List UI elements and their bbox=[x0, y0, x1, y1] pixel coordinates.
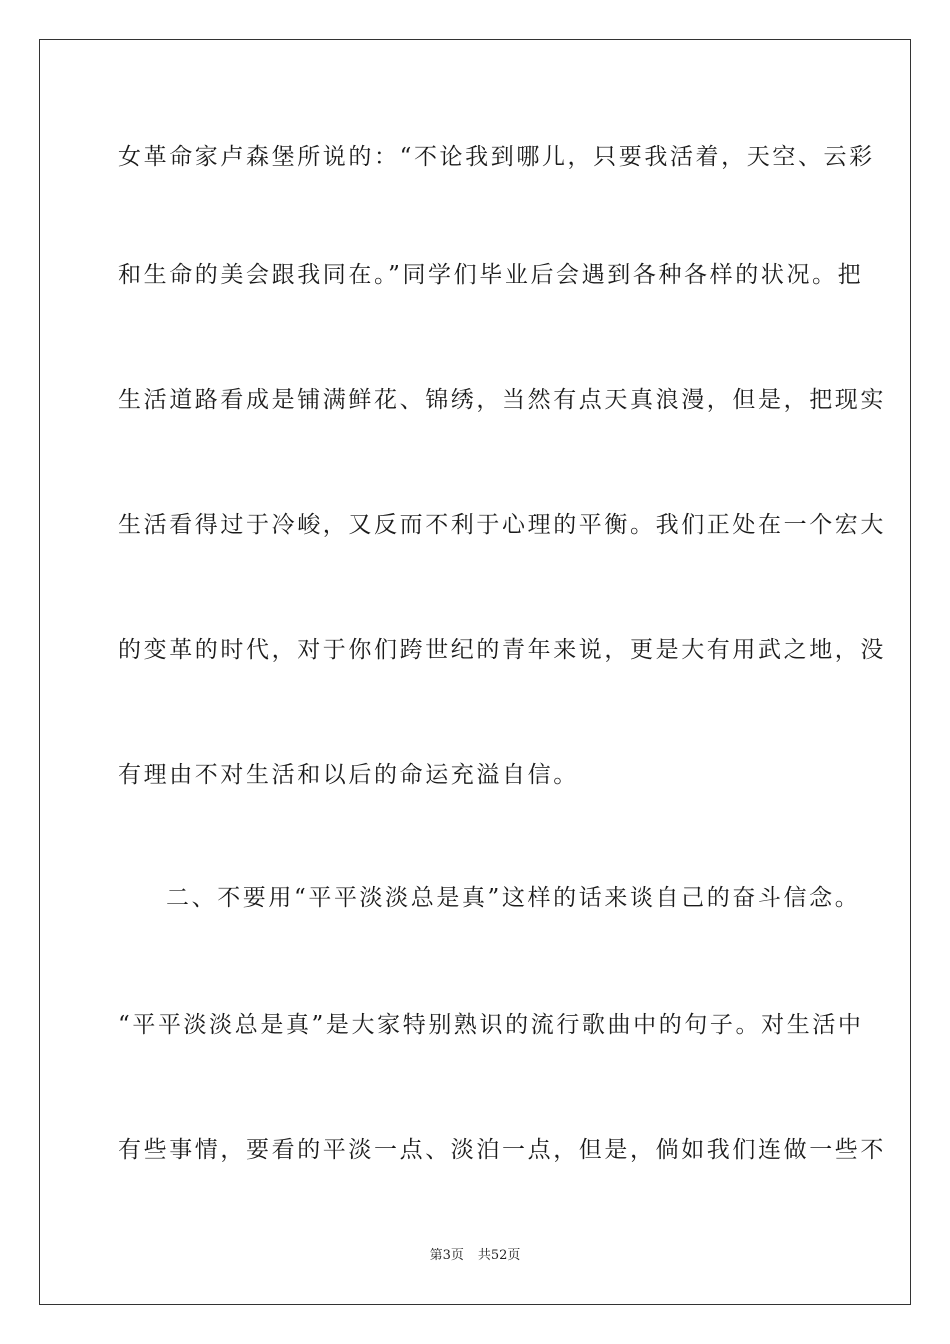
body-text-line: 的变革的时代，对于你们跨世纪的青年来说，更是大有用武之地，没 bbox=[118, 637, 886, 663]
page-number: 第3页 bbox=[429, 1248, 464, 1263]
section-heading-line: 二、不要用“平平淡淡总是真”这样的话来谈自己的奋斗信念。 bbox=[166, 885, 861, 911]
body-text-line: 女革命家卢森堡所说的：“不论我到哪儿，只要我活着，天空、云彩 bbox=[118, 144, 875, 170]
page-footer bbox=[0, 1247, 950, 1265]
page-border bbox=[39, 39, 911, 1305]
body-text-line: 和生命的美会跟我同在。”同学们毕业后会遇到各种各样的状况。把 bbox=[118, 262, 864, 288]
body-text-line: 生活看得过于冷峻，又反而不利于心理的平衡。我们正处在一个宏大 bbox=[118, 512, 886, 538]
body-text-line: “平平淡淡总是真”是大家特别熟识的流行歌曲中的句子。对生活中 bbox=[118, 1012, 864, 1038]
body-text-line: 有些事情，要看的平淡一点、淡泊一点，但是，倘如我们连做一些不 bbox=[118, 1137, 886, 1163]
body-text-line: 有理由不对生活和以后的命运充溢自信。 bbox=[118, 762, 579, 788]
body-text-line: 生活道路看成是铺满鲜花、锦绣，当然有点天真浪漫，但是，把现实 bbox=[118, 387, 886, 413]
page-total: 共52页 bbox=[477, 1248, 521, 1263]
